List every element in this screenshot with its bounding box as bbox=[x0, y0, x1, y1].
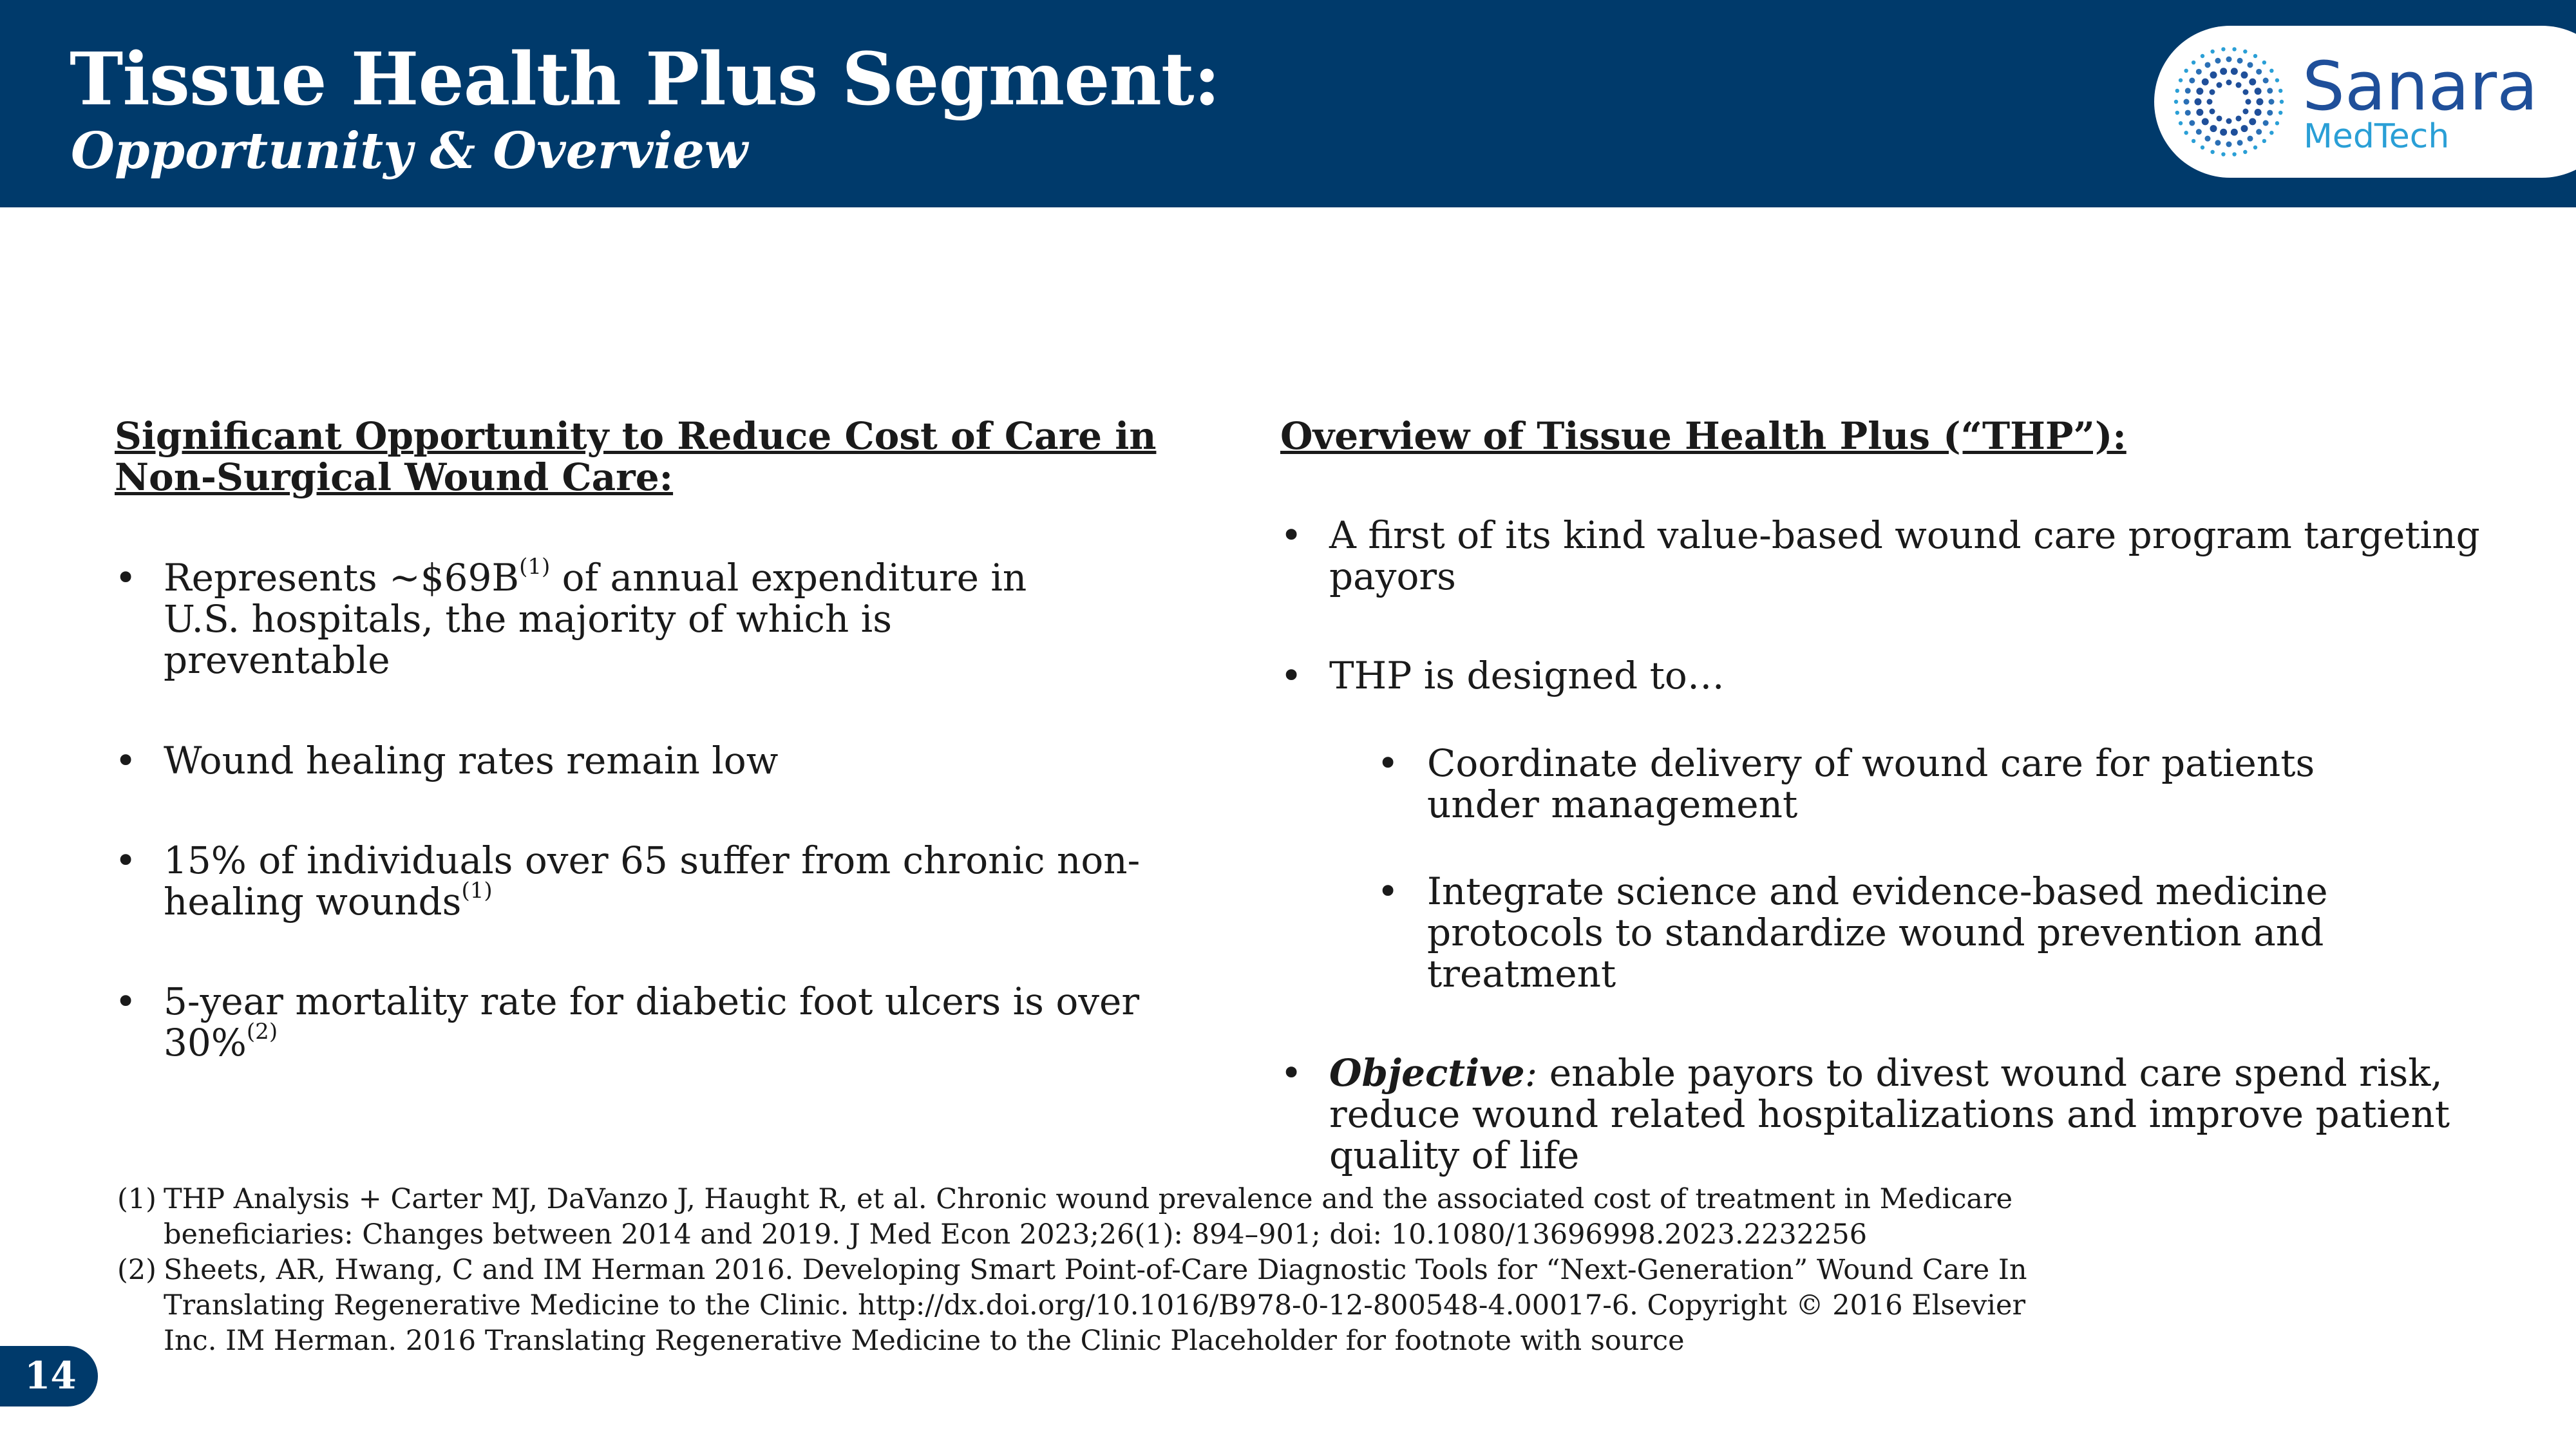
logo-name: Sanara bbox=[2302, 47, 2538, 126]
list-item: • Wound healing rates remain low bbox=[115, 740, 1209, 781]
list-item: • 15% of individuals over 65 suffer from chronic non-healing wounds$^{(1)}$ bbox=[115, 840, 1207, 922]
opportunity-bullets bbox=[115, 554, 1209, 1065]
header-bar bbox=[0, 0, 2576, 207]
list-item: • 5-year mortality rate for diabetic foot ulcers is over 30%$^{(2)}$ bbox=[115, 981, 1209, 1063]
footnote: (2) Sheets, AR, Hwang, C and IM Herman 2016. Developing Smart Point-of-Care Diagnostic Tools for “Next-Generation” Wound Care In Translating Regenerative Medicine to the Clinic. http://dx.doi.org/10.1016/B978-0-12-800548-4.00017-6. Copyright © 2016 Elsevier Inc. IM Herman. 2016 Translating Regenerative Medicine to the Clinic Placeholder for footnote with source bbox=[117, 1254, 2027, 1357]
footnote: (1) THP Analysis + Carter MJ, DaVanzo J, Haught R, et al. Chronic wound prevalence and the associated cost of treatment in Medicare beneficiaries: Changes between 2014 and 2019. J Med Econ 2023;26(1): 894–901; doi: 10.1080/13696998.2023.2232256 bbox=[117, 1183, 2013, 1251]
sub-list-item: • Coordinate delivery of wound care for patients under management bbox=[1280, 743, 2438, 825]
design-sub-bullets bbox=[1280, 743, 2504, 994]
overview-column bbox=[1280, 415, 2504, 1176]
slide-subtitle: Opportunity & Overview bbox=[71, 122, 748, 180]
list-item: • Objective: enable payors to divest wound care spend risk, reduce wound related hospitalizations and improve patient quality of life bbox=[1280, 1052, 2521, 1176]
page-number: 14 bbox=[0, 1346, 98, 1406]
objective-label: Objective bbox=[1329, 1051, 1525, 1095]
logo-subname: MedTech bbox=[2304, 117, 2450, 156]
sub-list-item: • Integrate science and evidence-based medicine protocols to standardize wound prevention and treatment bbox=[1280, 871, 2470, 994]
company-logo bbox=[2154, 26, 2576, 178]
slide-title: Tissue Health Plus Segment: bbox=[70, 37, 1220, 122]
list-item: • A first of its kind value-based wound care program targeting payors bbox=[1280, 515, 2504, 597]
opportunity-heading: Significant Opportunity to Reduce Cost of Care in Non-Surgical Wound Care: bbox=[115, 414, 1157, 499]
sanara-logo-icon bbox=[2171, 44, 2287, 160]
list-item: • Represents $\sim\$69B^{(1)}$ of annual expenditure in U.S. hospitals, the majority of which is preventable bbox=[115, 557, 1078, 681]
overview-bullets bbox=[1280, 515, 2504, 1176]
opportunity-column bbox=[115, 415, 1209, 1063]
overview-heading: Overview of Tissue Health Plus (“THP”): bbox=[1280, 414, 2126, 458]
footnotes bbox=[117, 1182, 2081, 1359]
list-item: • THP is designed to… • Coordinate delivery of wound care for patients under management • Integrate science and evidence-based medicine protocols to standardize wound prevention and treatment bbox=[1280, 655, 2504, 994]
